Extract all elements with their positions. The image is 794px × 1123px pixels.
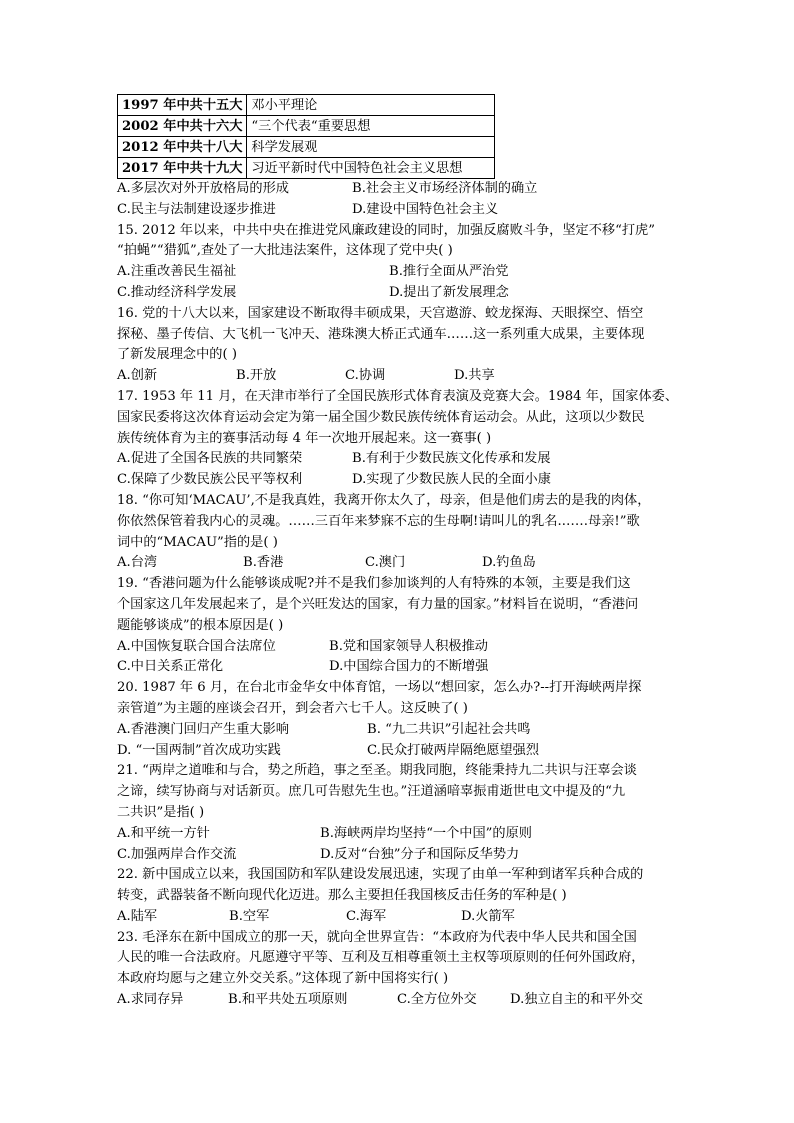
question-stem-line: 本政府均愿与之建立外交关系。”这体现了新中国将实行( )	[117, 971, 449, 987]
question-stem-line: 国家民委将这次体育运动会定为第一届全国少数民族传统体育运动会。从此，这项以少数民	[117, 409, 645, 425]
question-stem-line: 19. “香港问题为什么能够谈成呢?并不是我们参加谈判的人有特殊的本领，主要是我们这	[117, 576, 631, 592]
table-cell: 1997 年中共十五大	[118, 95, 247, 116]
question-15	[117, 221, 687, 304]
option-c: C.保障了少数民族公民平等权利	[117, 472, 303, 488]
congress-theory-table	[117, 94, 495, 179]
option-b: B.空军	[229, 908, 270, 924]
option-a: A.陆军	[117, 908, 158, 924]
question-17	[117, 387, 687, 491]
question-stem-line: 18. “你可知‘MACAU’,不是我真姓，我离开你太久了，母亲，但是他们虏去的是我的肉体，	[117, 492, 651, 508]
option-b: B.党和国家领导人积极推动	[329, 638, 488, 654]
question-stem-line: 15. 2012 年以来，中共中央在推进党风廉政建设的同时，加强反腐败斗争，坚定不移“打虎”	[117, 222, 655, 238]
options-row	[117, 720, 687, 741]
table-cell: 2017 年中共十九大	[118, 158, 247, 179]
question-stem-line: 之谛，续写协商与对话新页。庶几可告慰先生也。”汪道涵喑辜振甫逝世电文中提及的“九	[117, 784, 626, 800]
table-cell: 科学发展观	[247, 137, 495, 158]
options-row	[117, 845, 687, 866]
question-stem-line: 21. “两岸之道唯和与合，势之所趋，事之至圣。期我同胞，终能秉持九二共识与汪辜会谈	[117, 763, 637, 779]
options-row	[117, 553, 687, 574]
option-b: B. “九二共识”引起社会共鸣	[367, 721, 531, 737]
question-stem-line: “拍蝇”“猎狐”,查处了一大批违法案件，这体现了党中央( )	[117, 243, 453, 259]
option-c: C.中日关系正常化	[117, 659, 224, 675]
question-stem-line: 转变，武器装备不断向现代化迈进。那么主要担任我国核反击任务的军种是( )	[117, 888, 567, 904]
table-row	[118, 116, 495, 137]
options-row	[117, 824, 687, 845]
question-14	[117, 179, 687, 221]
option-b: B.社会主义市场经济体制的确立	[352, 181, 538, 196]
table-cell: “三个代表“重要思想	[247, 116, 495, 137]
exam-page	[117, 94, 687, 1011]
table-row	[118, 95, 495, 116]
option-d: D.火箭军	[461, 908, 515, 924]
question-23	[117, 928, 687, 1011]
option-c: C.澳门	[365, 555, 406, 571]
option-d: D.共享	[454, 368, 495, 384]
question-stem-line: 个国家这几年发展起来了，是个兴旺发达的国家，有力量的国家。”材料旨在说明，“香港问	[117, 596, 639, 612]
question-18	[117, 491, 687, 574]
table-cell: 邓小平理论	[247, 95, 495, 116]
question-stem-line: 22. 新中国成立以来，我国国防和军队建设发展迅速，实现了由单一军种到诸军兵种合成的	[117, 867, 644, 883]
options-row	[117, 637, 687, 658]
options-row	[117, 741, 687, 762]
option-d: D.钓鱼岛	[482, 555, 536, 571]
option-d: D.独立自主的和平外交	[510, 992, 643, 1008]
option-d: D.建设中国特色社会主义	[352, 201, 499, 217]
option-d: D.中国综合国力的不断增强	[329, 659, 489, 675]
options-row	[117, 657, 687, 678]
table-cell: 2002 年中共十六大	[118, 116, 247, 137]
option-a: A.促进了全国各民族的共同繁荣	[117, 451, 303, 467]
question-16	[117, 304, 687, 387]
option-d: D.反对“台独”分子和国际反华势力	[320, 846, 520, 862]
table-row	[118, 137, 495, 158]
question-stem-line: 亲管道”为主题的座谈会召开，到会者六七千人。这反映了( )	[117, 700, 468, 716]
option-c: C.民主与法制建设逐步推进	[117, 201, 276, 217]
question-stem-line: 探秘、墨子传信、大飞机一飞冲天、港珠澳大桥正式通车……这一系列重大成果，主要体现	[117, 326, 645, 342]
question-stem-line: 23. 毛泽东在新中国成立的那一天，就向全世界宣告：“本政府为代表中华人民共和国全国	[117, 929, 637, 945]
option-a: A.注重改善民生福祉	[117, 264, 237, 280]
question-stem-line: 20. 1987 年 6 月，在台北市金华女中体育馆，一场以“想回家，怎么办?--打开海峡两岸探	[117, 680, 642, 696]
option-a: A.中国恢复联合国合法席位	[117, 638, 276, 654]
option-c: C.海军	[346, 908, 387, 924]
options-row	[117, 366, 687, 387]
options-row	[117, 262, 687, 283]
options-row	[117, 283, 687, 304]
question-stem-line: 17. 1953 年 11 月，在天津市举行了全国民族形式体育表演及竞赛大会。1984 年，国家体委、	[117, 388, 679, 404]
options-row	[117, 907, 687, 928]
option-c: C.民众打破两岸隔绝愿望强烈	[367, 742, 540, 758]
options-row	[117, 449, 687, 470]
option-d: D.提出了新发展理念	[389, 284, 509, 300]
option-c: C.协调	[345, 368, 386, 384]
option-b: B.推行全面从严治党	[389, 264, 509, 280]
option-a: A.台湾	[117, 555, 158, 571]
question-stem-line: 了新发展理念中的( )	[117, 347, 237, 363]
option-b: B.海峡两岸均坚持“一个中国”的原则	[320, 825, 532, 841]
option-b: B.有利于少数民族文化传承和发展	[352, 451, 551, 467]
option-c: C.全方位外交	[397, 992, 477, 1008]
table-row	[118, 158, 495, 179]
option-c: C.加强两岸合作交流	[117, 846, 237, 862]
option-b: B.香港	[243, 555, 284, 571]
options-row	[117, 470, 687, 491]
option-a: A.求同存异	[117, 992, 184, 1008]
option-a: A.和平统一方针	[117, 825, 210, 841]
question-21	[117, 761, 687, 865]
option-c: C.推动经济科学发展	[117, 284, 237, 300]
question-stem-line: 16. 党的十八大以来，国家建设不断取得丰硕成果，天宫遨游、蛟龙探海、天眼探空、悟空	[117, 305, 644, 321]
option-a: A.创新	[117, 368, 158, 384]
option-a: A.多层次对外开放格局的形成	[117, 181, 289, 196]
question-19	[117, 574, 687, 678]
options-row	[117, 990, 687, 1011]
option-d: D.实现了少数民族人民的全面小康	[352, 472, 551, 488]
options-row	[117, 179, 687, 200]
question-stem-line: 二共识”是指( )	[117, 804, 205, 820]
question-stem-line: 人民的唯一合法政府。凡愿遵守平等、互利及互相尊重领土主权等项原则的任何外国政府，	[117, 950, 645, 966]
option-b: B.开放	[236, 368, 277, 384]
table-cell: 习近平新时代中国特色社会主义思想	[247, 158, 495, 179]
option-a: A.香港澳门回归产生重大影响	[117, 721, 289, 737]
options-row	[117, 200, 687, 221]
question-stem-line: 题能够谈成”的根本原因是( )	[117, 617, 284, 633]
question-stem-line: 词中的“MACAU”指的是( )	[117, 534, 278, 550]
question-20	[117, 678, 687, 761]
option-b: B.和平共处五项原则	[228, 992, 348, 1008]
question-stem-line: 族传统体育为主的赛事活动每 4 年一次地开展起来。这一赛事( )	[117, 430, 492, 446]
table-cell: 2012 年中共十八大	[118, 137, 247, 158]
option-d: D. “一国两制”首次成功实践	[117, 742, 281, 758]
question-stem-line: 你依然保管着我内心的灵魂。……三百年来梦寐不忘的生母啊!请叫儿的乳名.……母亲!”歌	[117, 513, 640, 529]
question-22	[117, 865, 687, 927]
